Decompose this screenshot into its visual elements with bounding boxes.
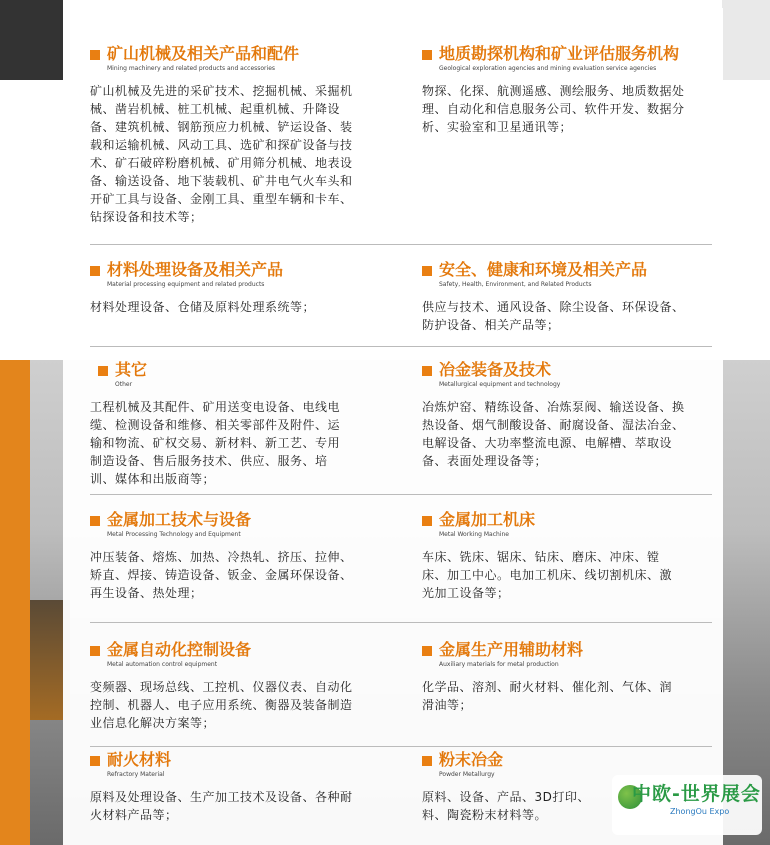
- section-subtitle: Refractory Material: [107, 771, 165, 778]
- section-body: [90, 82, 390, 226]
- section-safety-health-environment: [422, 260, 722, 334]
- section-title: 矿山机械及相关产品和配件: [107, 44, 300, 63]
- body-line: 械、凿岩机械、桩工机械、起重机械、升降设: [90, 102, 341, 116]
- bullet-square-icon: [422, 646, 432, 656]
- section-divider: [90, 494, 712, 495]
- bullet-square-icon: [422, 266, 432, 276]
- logo-text-cn: 中欧-世界展会: [632, 783, 761, 805]
- body-line: 防护设备、相关产品等；: [422, 318, 560, 332]
- section-subtitle: Material processing equipment and related products: [107, 281, 265, 288]
- body-line: 物探、化探、航测遥感、测绘服务、地质数据处: [422, 84, 685, 98]
- expo-logo: [612, 775, 762, 835]
- section-body: [90, 788, 390, 824]
- section-body: [422, 678, 722, 714]
- section-body: [422, 548, 722, 602]
- body-line: 床、加工中心。电加工机床、线切割机床、激: [422, 568, 673, 582]
- section-title: 安全、健康和环境及相关产品: [439, 260, 648, 279]
- body-line: 原料、设备、产品、3D打印、: [422, 790, 590, 804]
- section-body: [90, 678, 390, 732]
- section-subtitle: Metallurgical equipment and technology: [439, 381, 561, 388]
- section-body: [90, 298, 390, 316]
- section-subtitle: Metal Working Machine: [439, 531, 509, 538]
- orange-side-band: [0, 360, 30, 845]
- section-subtitle: Geological exploration agencies and mining evaluation service agencies: [439, 65, 657, 72]
- section-body: [422, 82, 722, 136]
- bullet-square-icon: [422, 366, 432, 376]
- body-line: 输和物流、矿权交易、新材料、新工艺、专用: [90, 436, 341, 450]
- body-line: 光加工设备等；: [422, 586, 510, 600]
- section-divider: [90, 346, 712, 347]
- body-line: 矿山机械及先进的采矿技术、挖掘机械、采掘机: [90, 84, 353, 98]
- body-line: 备、输送设备、地下装载机、矿井电气火车头和: [90, 174, 353, 188]
- section-title: 金属自动化控制设备: [107, 640, 252, 659]
- section-title: 金属加工技术与设备: [107, 510, 252, 529]
- section-subtitle: Safety, Health, Environment, and Related Products: [439, 281, 592, 288]
- body-line: 理、自动化和信息服务公司、软件开发、数据分: [422, 102, 685, 116]
- section-metal-automation: [90, 640, 390, 732]
- body-line: 载和运输机械、风动工具、选矿和探矿设备与技: [90, 138, 353, 152]
- section-divider: [90, 746, 712, 747]
- body-line: 制造设备、售后服务技术、供应、服务、培: [90, 454, 328, 468]
- section-body: [90, 548, 390, 602]
- body-line: 材料处理设备、仓储及原料处理系统等；: [90, 300, 316, 314]
- body-line: 备、表面处理设备等；: [422, 454, 548, 468]
- section-metal-processing: [90, 510, 390, 602]
- body-line: 术、矿石破碎粉磨机械、矿用筛分机械、地表设: [90, 156, 353, 170]
- content-panel: [63, 8, 723, 845]
- section-refractory-material: [90, 750, 390, 824]
- body-line: 开矿工具与设备、金刚工具、重型车辆和卡车、: [90, 192, 353, 206]
- body-line: 冲压装备、熔炼、加热、冷热轧、挤压、拉伸、: [90, 550, 353, 564]
- bullet-square-icon: [422, 50, 432, 60]
- body-line: 再生设备、热处理；: [90, 586, 203, 600]
- section-title: 其它: [115, 360, 148, 379]
- body-line: 业信息化解决方案等；: [90, 716, 216, 730]
- bullet-square-icon: [90, 646, 100, 656]
- section-geological-exploration: [422, 44, 722, 136]
- body-line: 电解设备、大功率整流电源、电解槽、萃取设: [422, 436, 673, 450]
- section-title: 金属加工机床: [439, 510, 536, 529]
- section-subtitle: Metal automation control equipment: [107, 661, 218, 668]
- section-divider: [90, 244, 712, 245]
- body-line: 工程机械及其配件、矿用送变电设备、电线电: [90, 400, 341, 414]
- section-subtitle: Powder Metallurgy: [439, 771, 495, 778]
- bullet-square-icon: [90, 516, 100, 526]
- section-title: 冶金装备及技术: [439, 360, 552, 379]
- section-auxiliary-materials: [422, 640, 722, 714]
- section-metal-working-machine: [422, 510, 722, 602]
- section-subtitle: Mining machinery and related products and accessories: [107, 65, 276, 72]
- section-subtitle: Metal Processing Technology and Equipment: [107, 531, 241, 538]
- body-line: 冶炼炉窑、精练设备、冶炼泵阀、输送设备、换: [422, 400, 685, 414]
- logo-text-en: ZhongOu Expo: [670, 807, 730, 816]
- header-light-band: [722, 0, 770, 80]
- body-line: 备、建筑机械、钢筋预应力机械、铲运设备、装: [90, 120, 353, 134]
- body-line: 训、媒体和出版商等；: [90, 472, 216, 486]
- body-line: 缆、检测设备和维修、相关零部件及附件、运: [90, 418, 341, 432]
- section-title: 金属生产用辅助材料: [439, 640, 584, 659]
- section-other: [90, 360, 390, 488]
- body-line: 控制、机器人、电子应用系统、衡器及装备制造: [90, 698, 353, 712]
- section-title: 材料处理设备及相关产品: [107, 260, 284, 279]
- body-line: 火材料产品等；: [90, 808, 178, 822]
- body-line: 车床、铣床、锯床、钻床、磨床、冲床、镗: [422, 550, 660, 564]
- section-metallurgical-equipment: [422, 360, 722, 470]
- section-subtitle: Auxiliary materials for metal production: [439, 661, 559, 668]
- bullet-square-icon: [90, 756, 100, 766]
- section-body: [422, 298, 722, 334]
- body-line: 化学品、溶剂、耐火材料、催化剂、气体、润: [422, 680, 673, 694]
- body-line: 矫直、焊接、铸造设备、钣金、金属环保设备、: [90, 568, 353, 582]
- section-mining-machinery: [90, 44, 390, 226]
- section-subtitle: Other: [115, 381, 133, 388]
- body-line: 供应与技术、通风设备、除尘设备、环保设备、: [422, 300, 685, 314]
- bullet-square-icon: [90, 266, 100, 276]
- body-line: 钻探设备和技术等；: [90, 210, 203, 224]
- header-dark-band: [0, 0, 63, 80]
- bullet-square-icon: [98, 366, 108, 376]
- body-line: 析、实验室和卫星通讯等；: [422, 120, 573, 134]
- bullet-square-icon: [422, 756, 432, 766]
- section-title: 地质勘探机构和矿业评估服务机构: [439, 44, 680, 63]
- section-divider: [90, 622, 712, 623]
- section-title: 耐火材料: [107, 750, 172, 769]
- bullet-square-icon: [422, 516, 432, 526]
- body-line: 料、陶瓷粉末材料等。: [422, 808, 548, 822]
- section-body: [90, 398, 390, 488]
- section-material-processing: [90, 260, 390, 316]
- body-line: 变频器、现场总线、工控机、仪器仪表、自动化: [90, 680, 353, 694]
- bullet-square-icon: [90, 50, 100, 60]
- section-title: 粉末冶金: [439, 750, 504, 769]
- section-body: [422, 398, 722, 470]
- body-line: 原料及处理设备、生产加工技术及设备、各种耐: [90, 790, 353, 804]
- body-line: 滑油等；: [422, 698, 473, 712]
- body-line: 热设备、烟气制酸设备、耐腐设备、湿法冶金、: [422, 418, 685, 432]
